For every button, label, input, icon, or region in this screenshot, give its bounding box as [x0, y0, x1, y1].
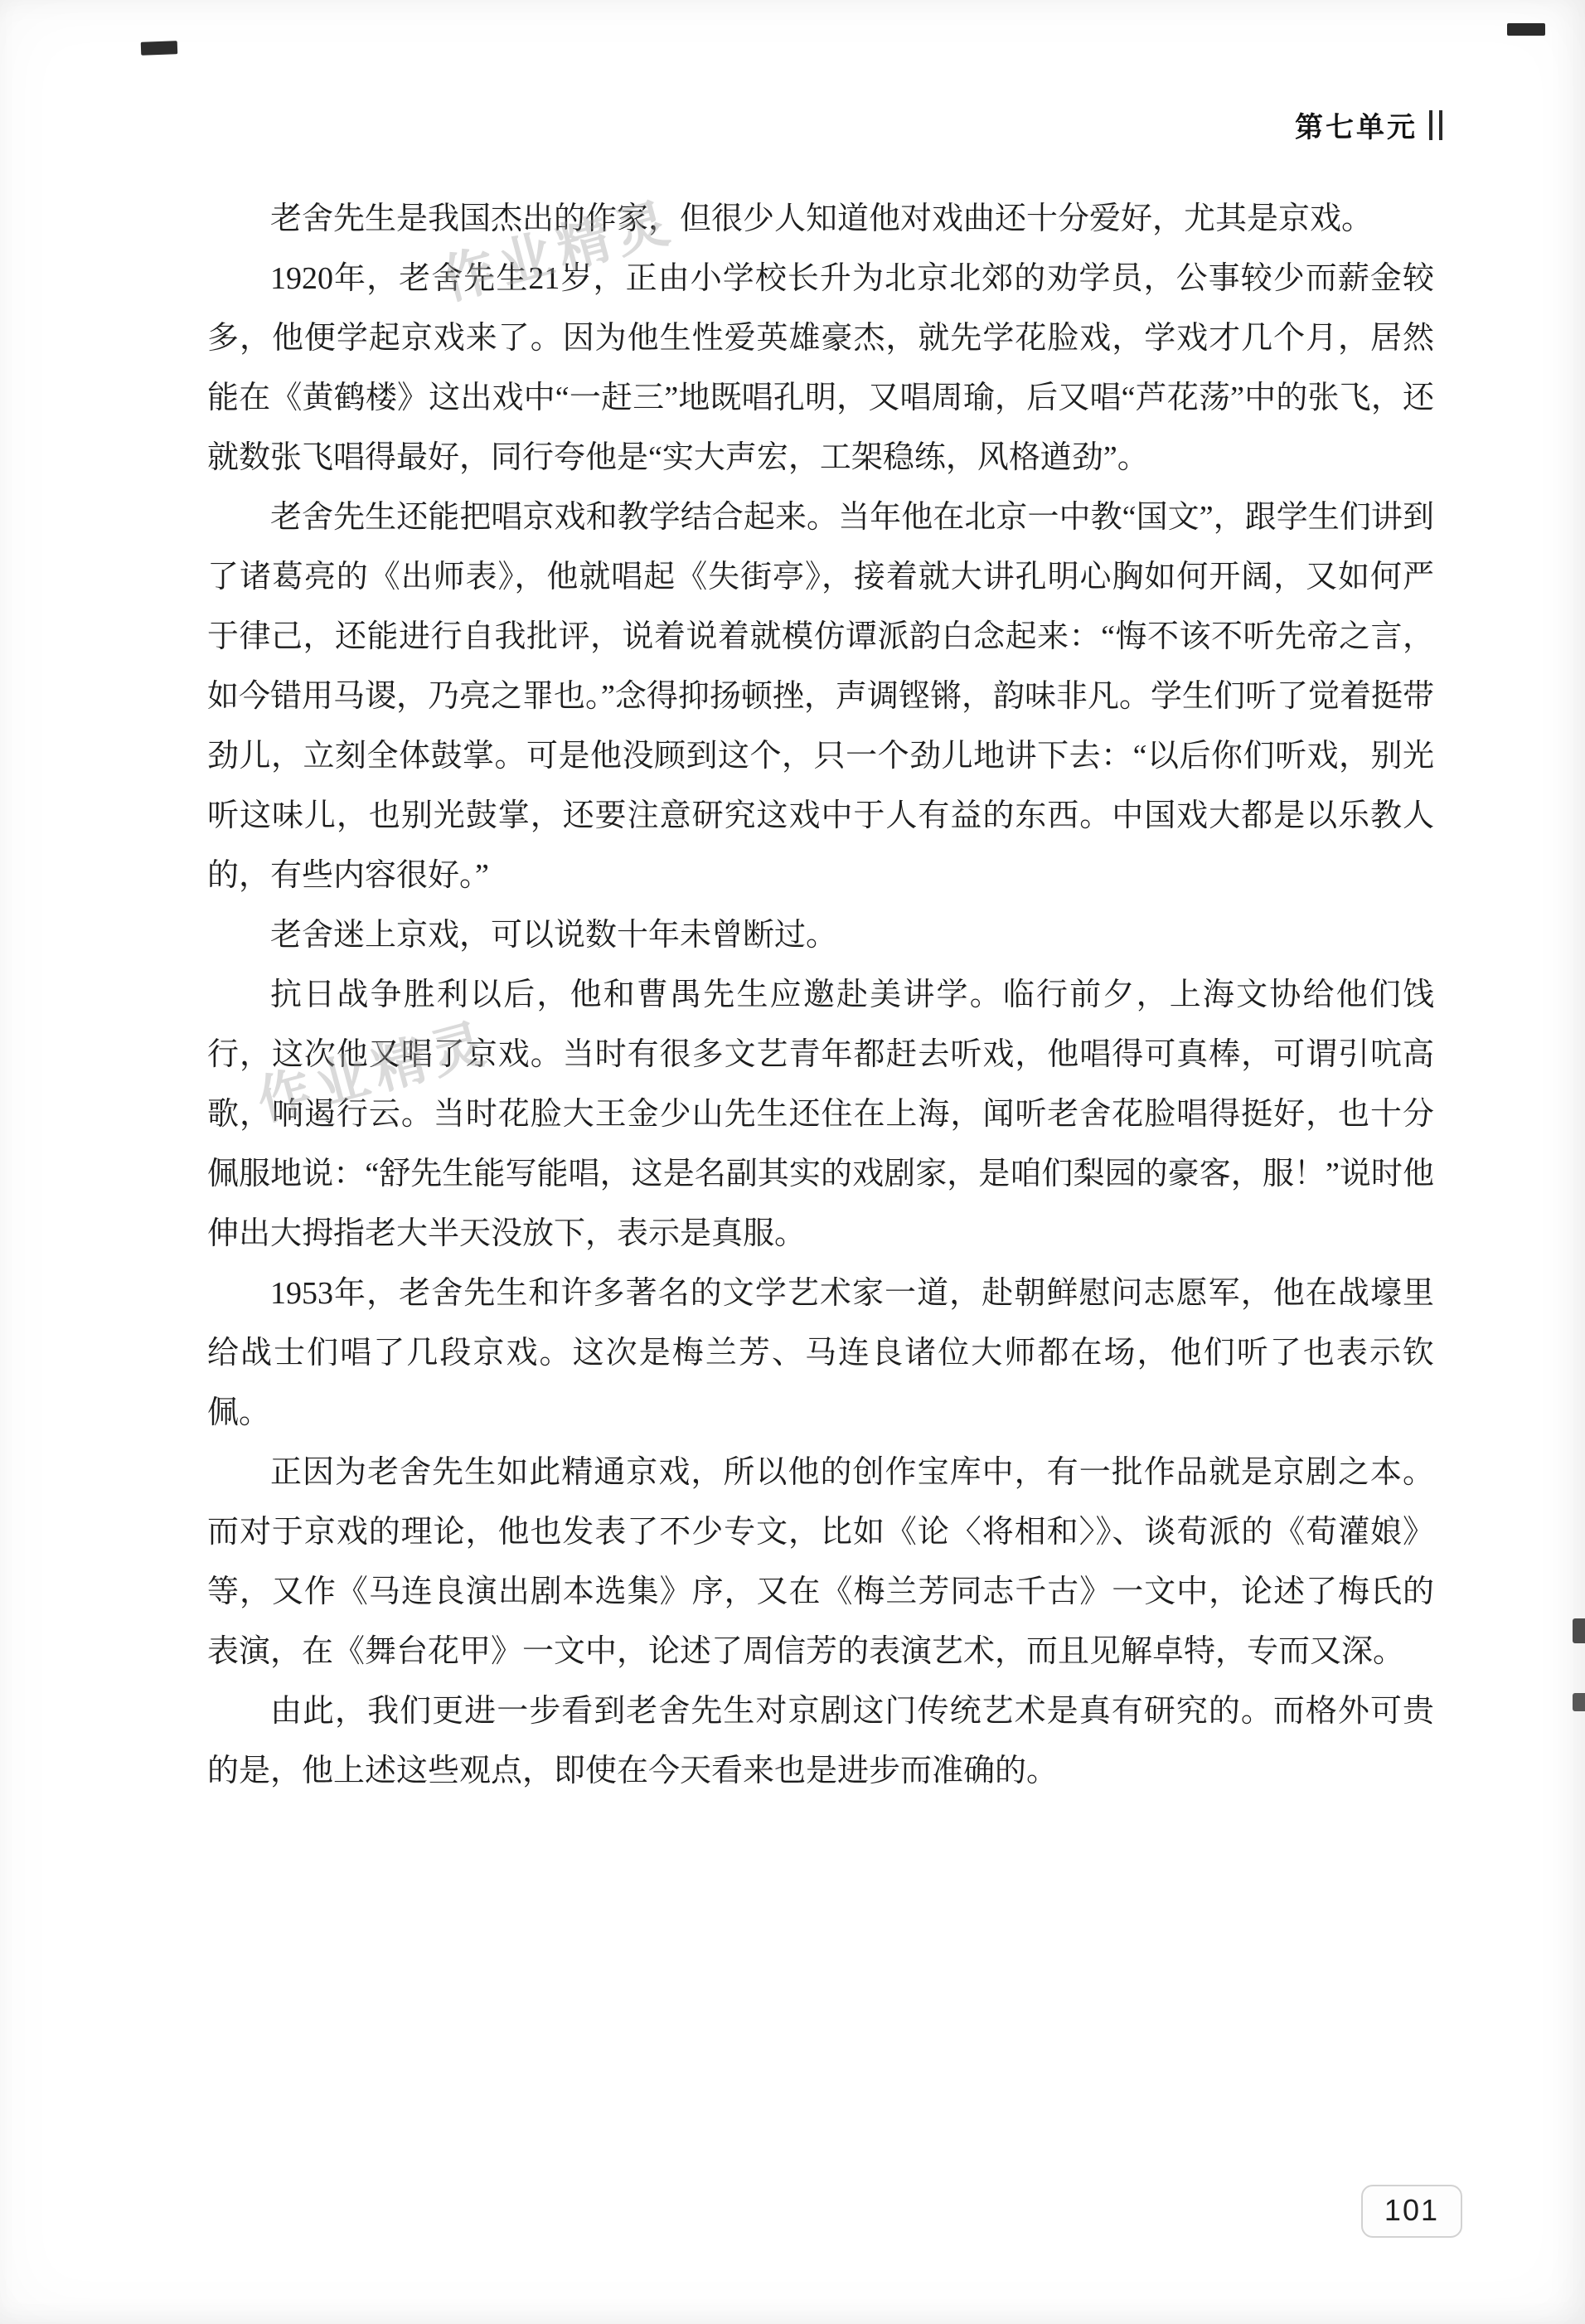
paragraph: 正因为老舍先生如此精通京戏，所以他的创作宝库中，有一批作品就是京剧之本。而对于京戏的理论，他也发表了不少专文，比如《论〈将相和〉》、谈荀派的《荀灌娘》等，又作《马连良演出剧本选集》序，又在《梅兰芳同志千古》一文中，论述了梅氏的表演，在《舞台花甲》一文中，论述了周信芳的表演艺术，而且见解卓特，专而又深。 — [207, 1455, 1434, 1669]
page-number: 101 — [1361, 2185, 1462, 2238]
paragraph: 1953年，老舍先生和许多著名的文学艺术家一道，赴朝鲜慰问志愿军，他在战壕里给战士们唱了几段京戏。这次是梅兰芳、马连良诸位大师都在场，他们听了也表示钦佩。 — [207, 1276, 1434, 1430]
paragraph: 老舍先生还能把唱京戏和教学结合起来。当年他在北京一中教“国文”，跟学生们讲到了诸葛亮的《出师表》，他就唱起《失街亭》，接着就大讲孔明心胸如何开阔，又如何严于律己，还能进行自我批评，说着说着就模仿谭派韵白念起来：“悔不该不听先帝之言，如今错用马谡，乃亮之罪也。”念得抑扬顿挫，声调铿锵，韵味非凡。学生们听了觉着挺带劲儿，立刻全体鼓掌。可是他没顾到这个，只一个劲儿地讲下去：“以后你们听戏，别光听这味儿，也别光鼓掌，还要注意研究这戏中于人有益的东西。中国戏大都是以乐教人的，有些内容很好。” — [207, 500, 1434, 893]
scan-mark — [141, 41, 178, 56]
unit-header — [1295, 104, 1442, 145]
paragraph: 由此，我们更进一步看到老舍先生对京剧这门传统艺术是真有研究的。而格外可贵的是，他上述这些观点，即使在今天看来也是进步而准确的。 — [207, 1694, 1434, 1788]
paragraph: 老舍迷上京戏，可以说数十年未曾断过。 — [270, 918, 838, 953]
watermark: 作业精灵 — [434, 191, 681, 311]
article-body — [207, 189, 1434, 1801]
scan-mark — [1573, 1693, 1585, 1711]
scan-mark — [1507, 23, 1545, 36]
paragraph: 老舍先生是我国杰出的作家，但很少人知道他对戏曲还十分爱好，尤其是京戏。 — [270, 201, 1374, 236]
paragraph: 抗日战争胜利以后，他和曹禺先生应邀赴美讲学。临行前夕，上海文协给他们饯行，这次他又唱了京戏。当时有很多文艺青年都赶去听戏，他唱得可真棒，可谓引吭高歌，响遏行云。当时花脸大王金少山先生还住在上海，闻听老舍花脸唱得挺好，也十分佩服地说：“舒先生能写能唱，这是名副其实的戏剧家，是咱们梨园的豪客，服！”说时他伸出大拇指老大半天没放下，表示是真服。 — [207, 978, 1434, 1251]
watermark: 作业精灵 — [250, 1012, 497, 1132]
unit-title: 第七单元 — [1295, 113, 1418, 143]
scan-mark — [1573, 1618, 1585, 1643]
paragraph: 1920年，老舍先生21岁，正由小学校长升为北京北郊的劝学员，公事较少而薪金较多，他便学起京戏来了。因为他生性爱英雄豪杰，就先学花脸戏，学戏才几个月，居然能在《黄鹤楼》这出戏中“一赶三”地既唱孔明，又唱周瑜，后又唱“芦花荡”中的张飞，还就数张飞唱得最好，同行夸他是“实大声宏，工架稳练，风格遒劲”。 — [207, 261, 1435, 475]
double-bar-icon — [1429, 110, 1442, 140]
